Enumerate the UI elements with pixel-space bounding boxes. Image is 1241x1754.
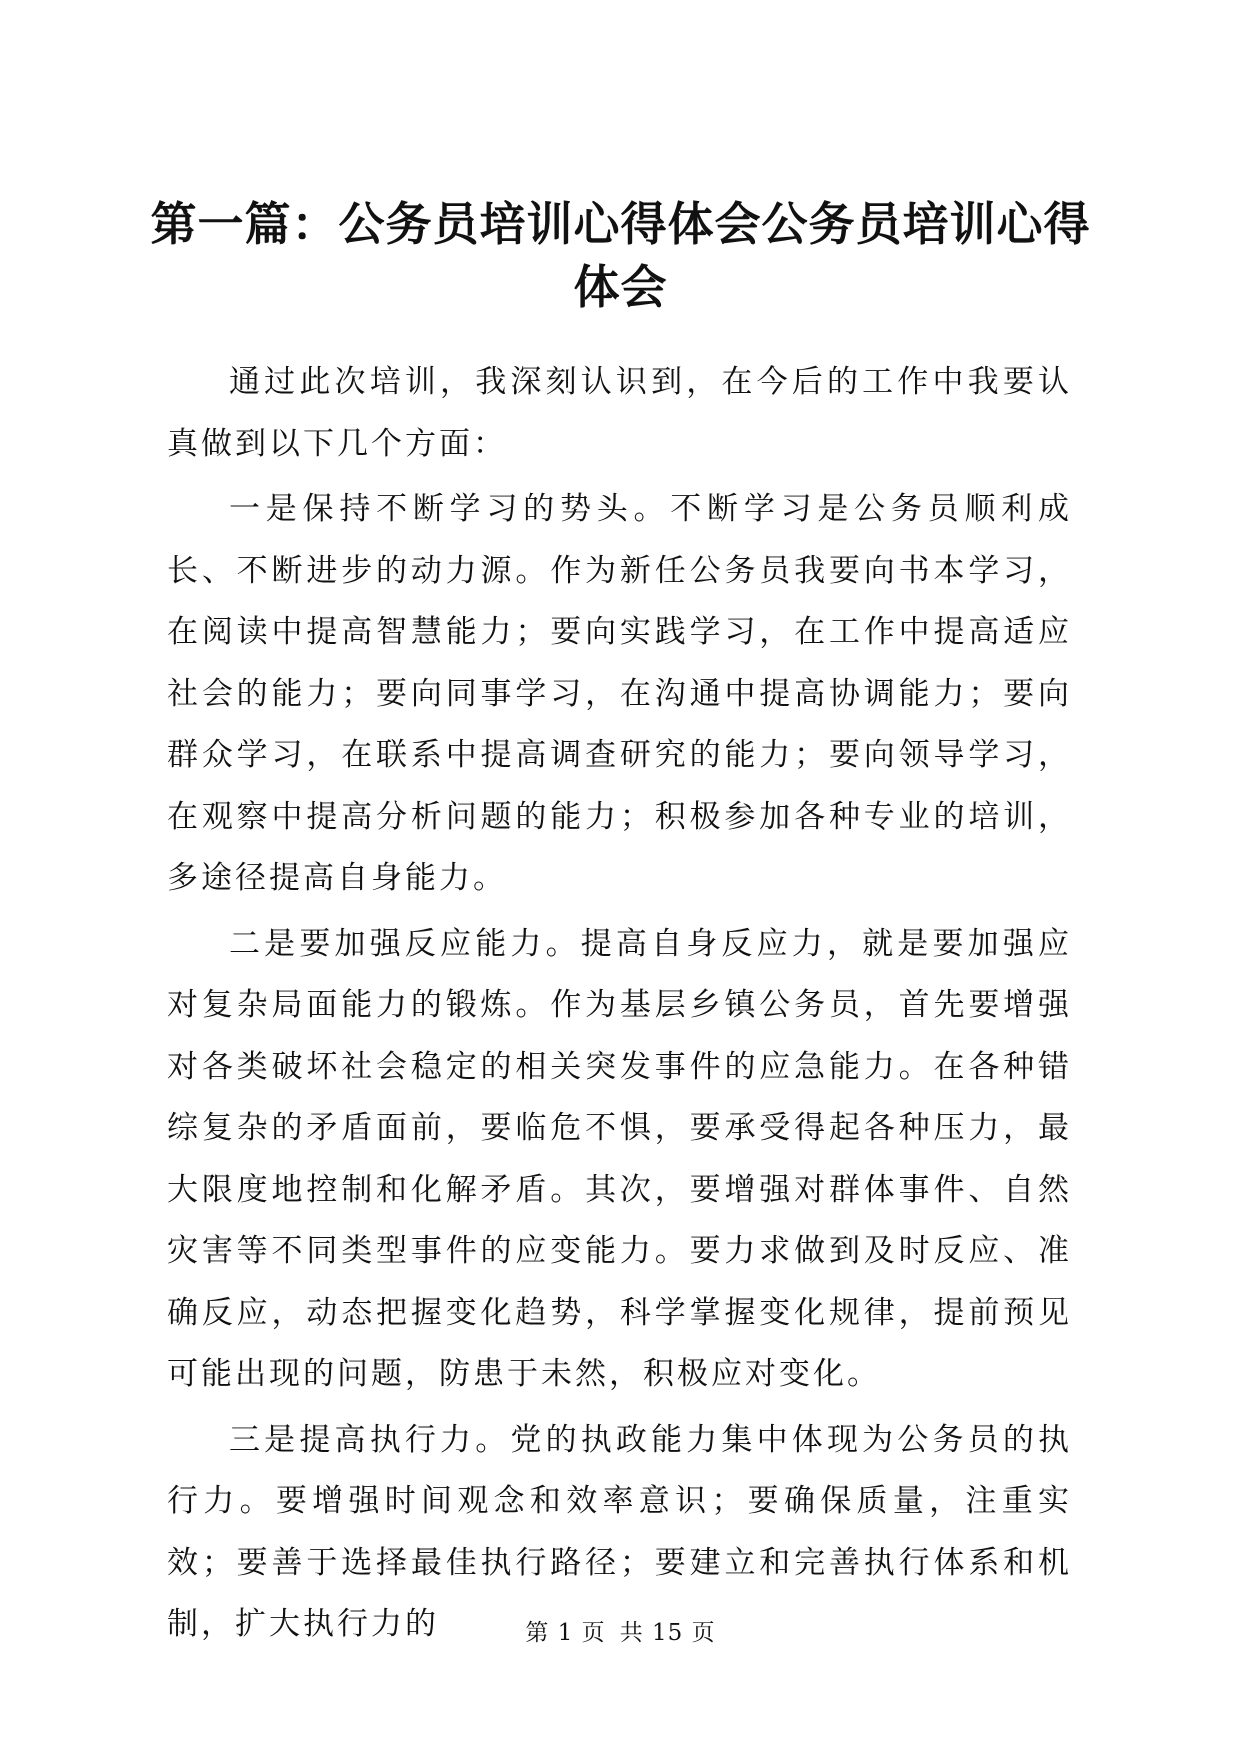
title-line-1: 第一篇：公务员培训心得体会公务员培训心得 bbox=[150, 197, 1091, 251]
title-line-2: 体会 bbox=[573, 260, 668, 314]
paragraph-point-two: 二是要加强反应能力。提高自身反应力，就是要加强应对复杂局面能力的锻炼。作为基层乡镇公务员，首先要增强对各类破坏社会稳定的相关突发事件的应急能力。在各种错综复杂的矛盾面前，要临危不惧，要承受得起各种压力，最大限度地控制和化解矛盾。其次，要增强对群体事件、自然灾害等不同类型事件的应变能力。要力求做到及时反应、准确反应，动态把握变化趋势，科学掌握变化规律，提前预见可能出现的问题，防患于未然，积极应对变化。 bbox=[167, 925, 1072, 1392]
paragraph-point-one: 一是保持不断学习的势头。不断学习是公务员顺利成长、不断进步的动力源。作为新任公务员我要向书本学习，在阅读中提高智慧能力；要向实践学习，在工作中提高适应社会的能力；要向同事学习，在沟通中提高协调能力；要向群众学习，在联系中提高调查研究的能力；要向领导学习，在观察中提高分析问题的能力；积极参加各种专业的培训，多途径提高自身能力。 bbox=[167, 491, 1072, 896]
paragraph-point-three: 三是提高执行力。党的执政能力集中体现为公务员的执行力。要增强时间观念和效率意识；要确保质量，注重实效；要善于选择最佳执行路径；要建立和完善执行体系和机制，扩大执行力的 bbox=[167, 1421, 1072, 1642]
document-body bbox=[167, 352, 1072, 1656]
page-footer bbox=[0, 1618, 1241, 1648]
paragraph-intro: 通过此次培训，我深刻认识到，在今后的工作中我要认真做到以下几个方面： bbox=[167, 364, 1072, 462]
document-title bbox=[150, 193, 1091, 319]
page-number-current: 第 1 页 bbox=[525, 1620, 606, 1646]
page-number-total: 共 15 页 bbox=[619, 1620, 716, 1646]
